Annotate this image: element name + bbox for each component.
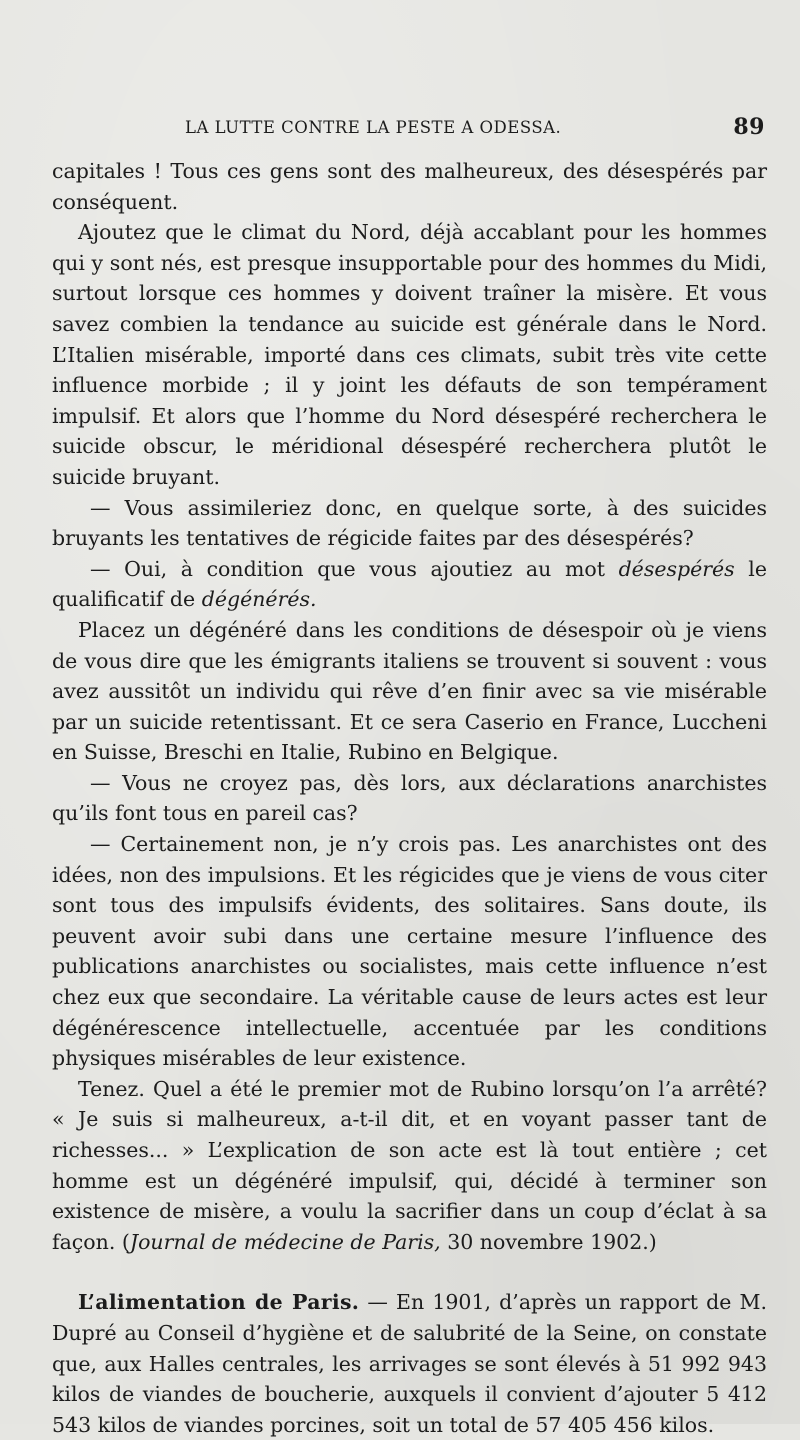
emphasis-degeneres: dégénérés. — [201, 587, 317, 612]
body-text — [52, 156, 767, 1440]
emphasis-desesperes: désespérés — [618, 556, 735, 581]
journal-citation: Journal de médecine de Paris, — [129, 1229, 441, 1254]
paragraph-5: Placez un dégénéré dans les conditions de désespoir où je viens de vous dire que les émigrants italiens se trouvent si souvent : vous avez aussitôt un individu qui rêve d’en finir avec sa vie misérable par un suicide retentissant. Et ce sera Caserio en France, Luccheni en Suisse, Breschi en Italie, Rubino en Belgique. — [52, 617, 767, 765]
paragraph-8-date: 30 novembre 1902.) — [440, 1229, 657, 1254]
paragraph-4-middle: le qualificatif de — [52, 556, 767, 612]
paragraph-8-text: Tenez. Quel a été le premier mot de Rubino lorsqu’on l’a arrêté? « Je suis si malheureux, a-t-il dit, et en voyant passer tant de richesses... » L’explication de son acte est là tout entière ; cet homme est un dégénéré impulsif, qui, décidé à terminer son existence de misère, a voulu la sacrifier dans un coup d’éclat à sa façon. ( — [52, 1076, 767, 1254]
section-paragraph — [52, 1287, 767, 1440]
page-header — [185, 114, 765, 142]
paragraph-8 — [52, 1074, 767, 1258]
section-text: — En 1901, d’après un rapport de M. Dupré au Conseil d’hygiène et de salubrité de la Seine, on constate que, aux Halles centrales, les arrivages se sont élevés à 51 992 943 kilos de viandes de boucherie, auxquels il convient d’ajouter 5 412 543 kilos de viandes porcines, soit un total de 57 405 456 kilos. — [52, 1290, 767, 1437]
paragraph-4-text: — Oui, à condition que vous ajoutiez au mot — [90, 556, 619, 581]
paragraph-6: — Vous ne croyez pas, dès lors, aux déclarations anarchistes qu’ils font tous en pareil cas? — [52, 770, 767, 826]
paragraph-1: capitales ! Tous ces gens sont des malheureux, des désespérés par conséquent. — [52, 159, 767, 214]
section-heading: L’alimentation de Paris. — [78, 1290, 360, 1315]
running-title: LA LUTTE CONTRE LA PESTE A ODESSA. — [185, 118, 562, 137]
page-number: 89 — [733, 114, 765, 140]
paragraph-4 — [52, 554, 767, 615]
paragraph-3: — Vous assimileriez donc, en quelque sorte, à des suicides bruyants les tentatives de régicide faites par des désespérés? — [52, 495, 767, 551]
paragraph-2: Ajoutez que le climat du Nord, déjà accablant pour les hommes qui y sont nés, est presque insupportable pour des hommes du Midi, surtout lorsque ces hommes y doivent traîner la misère. Et vous savez combien la tendance au suicide est générale dans le Nord. L’Italien misérable, importé dans ces climats, subit très vite cette influence morbide ; il y joint les défauts de son tempérament impulsif. Et alors que l’homme du Nord désespéré recherchera le suicide obscur, le méridional désespéré recherchera plutôt le suicide bruyant. — [52, 220, 767, 489]
paragraph-7: — Certainement non, je n’y crois pas. Les anarchistes ont des idées, non des impulsions. Et les régicides que je viens de vous citer sont tous des impulsifs évidents, des solitaires. Sans doute, ils peuvent avoir subi dans une certaine mesure l’influence des publications anarchistes ou socialistes, mais cette influence n’est chez eux que secondaire. La véritable cause de leurs actes est leur dégénérescence intellectuelle, accentuée par les conditions physiques misérables de leur existence. — [52, 832, 767, 1071]
